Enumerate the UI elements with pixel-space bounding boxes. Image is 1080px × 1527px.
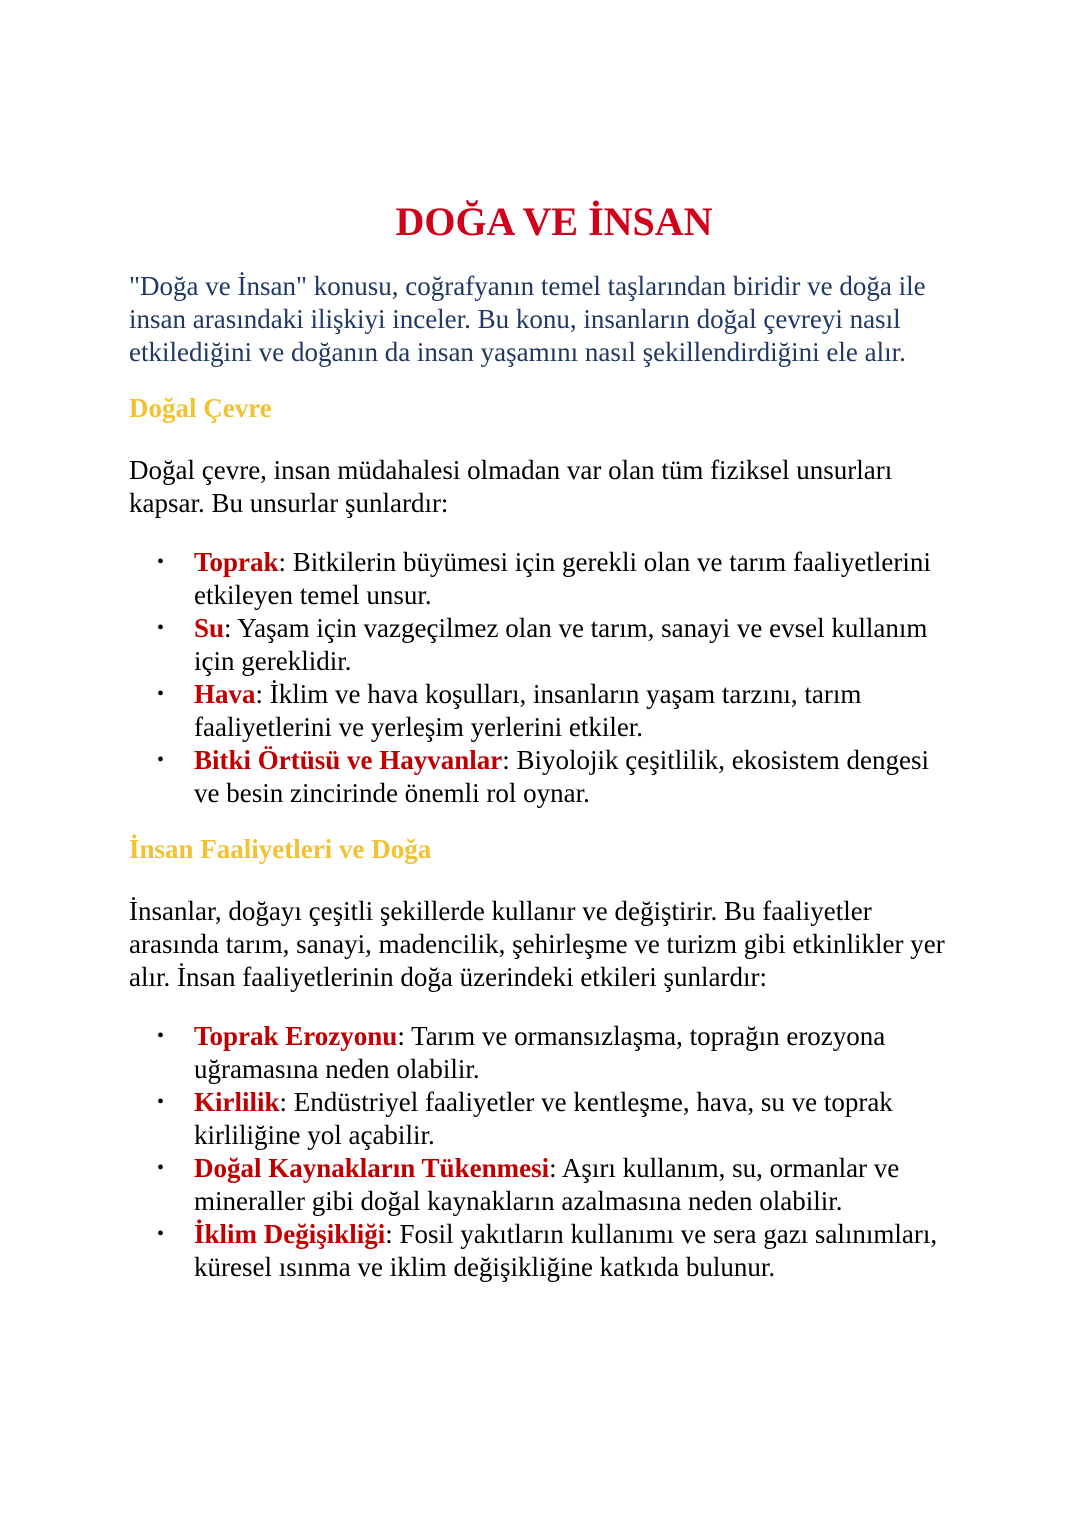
bullet-icon: •	[157, 1025, 165, 1047]
list-item	[157, 612, 959, 678]
bullet-icon: •	[157, 683, 165, 705]
list-item	[157, 546, 959, 612]
list-item-text: : Biyolojik çeşitlilik, ekosistem dengesi ve besin zincirinde önemli rol oynar.	[194, 745, 929, 808]
list-item-text: : Endüstriyel faaliyetler ve kentleşme, hava, su ve toprak kirliliğine yol açabilir.	[194, 1087, 893, 1150]
list-item	[157, 678, 959, 744]
list-item-text: : Aşırı kullanım, su, ormanlar ve mineraller gibi doğal kaynakların azalmasına neden olabilir.	[194, 1153, 900, 1216]
bullet-icon: •	[157, 617, 165, 639]
section-paragraph-dogal-cevre: Doğal çevre, insan müdahalesi olmadan var olan tüm fiziksel unsurları kapsar. Bu unsurlar şunlardır:	[129, 455, 893, 518]
list-item-text: : Tarım ve ormansızlaşma, toprağın erozyona uğramasına neden olabilir.	[194, 1021, 886, 1084]
list-item	[157, 1152, 959, 1218]
list-item-text: : Fosil yakıtların kullanımı ve sera gazı salınımları, küresel ısınma ve iklim değişikliğine katkıda bulunur.	[194, 1219, 938, 1282]
section-heading-insan-faaliyetleri: İnsan Faaliyetleri ve Doğa	[129, 834, 432, 864]
list-item-term: Bitki Örtüsü ve Hayvanlar	[194, 745, 503, 775]
list-item-term: Doğal Kaynakların Tükenmesi	[194, 1153, 550, 1183]
list-item-text: : Yaşam için vazgeçilmez olan ve tarım, sanayi ve evsel kullanım için gereklidir.	[194, 613, 928, 676]
list-item-term: Hava	[194, 679, 256, 709]
list-item	[157, 1218, 959, 1284]
page-title: DOĞA VE İNSAN	[395, 199, 713, 244]
document-page	[129, 196, 959, 1307]
list-item	[157, 1086, 959, 1152]
list-item-term: Kirlilik	[194, 1087, 280, 1117]
list-item-term: Su	[194, 613, 225, 643]
list-item	[157, 1020, 959, 1086]
section-paragraph-insan-faaliyetleri: İnsanlar, doğayı çeşitli şekillerde kullanır ve değiştirir. Bu faaliyetler arasında tarım, sanayi, madencilik, şehirleşme ve turizm gibi etkinlikler yer alır. İnsan faaliyetlerinin doğa üzerindeki etkileri şunlardır:	[129, 896, 945, 992]
bullet-icon: •	[157, 551, 165, 573]
list-dogal-cevre	[129, 546, 959, 810]
list-item-term: İklim Değişikliği	[194, 1219, 386, 1249]
list-item-term: Toprak Erozyonu	[194, 1021, 398, 1051]
bullet-icon: •	[157, 749, 165, 771]
bullet-icon: •	[157, 1223, 165, 1245]
list-item-text: : İklim ve hava koşulları, insanların yaşam tarzını, tarım faaliyetlerini ve yerleşim yerlerini etkiler.	[194, 679, 862, 742]
section-heading-dogal-cevre: Doğal Çevre	[129, 393, 272, 423]
bullet-icon: •	[157, 1157, 165, 1179]
intro-paragraph: "Doğa ve İnsan" konusu, coğrafyanın temel taşlarından biridir ve doğa ile insan arasındaki ilişkiyi inceler. Bu konu, insanların doğal çevreyi nasıl etkilediğini ve doğanın da insan yaşamını nasıl şekillendirdiğini ele alır.	[129, 271, 926, 367]
list-item-text: : Bitkilerin büyümesi için gerekli olan ve tarım faaliyetlerini etkileyen temel unsur.	[194, 547, 931, 610]
list-insan-faaliyetleri	[129, 1020, 959, 1284]
list-item-term: Toprak	[194, 547, 279, 577]
list-item	[157, 744, 959, 810]
bullet-icon: •	[157, 1091, 165, 1113]
